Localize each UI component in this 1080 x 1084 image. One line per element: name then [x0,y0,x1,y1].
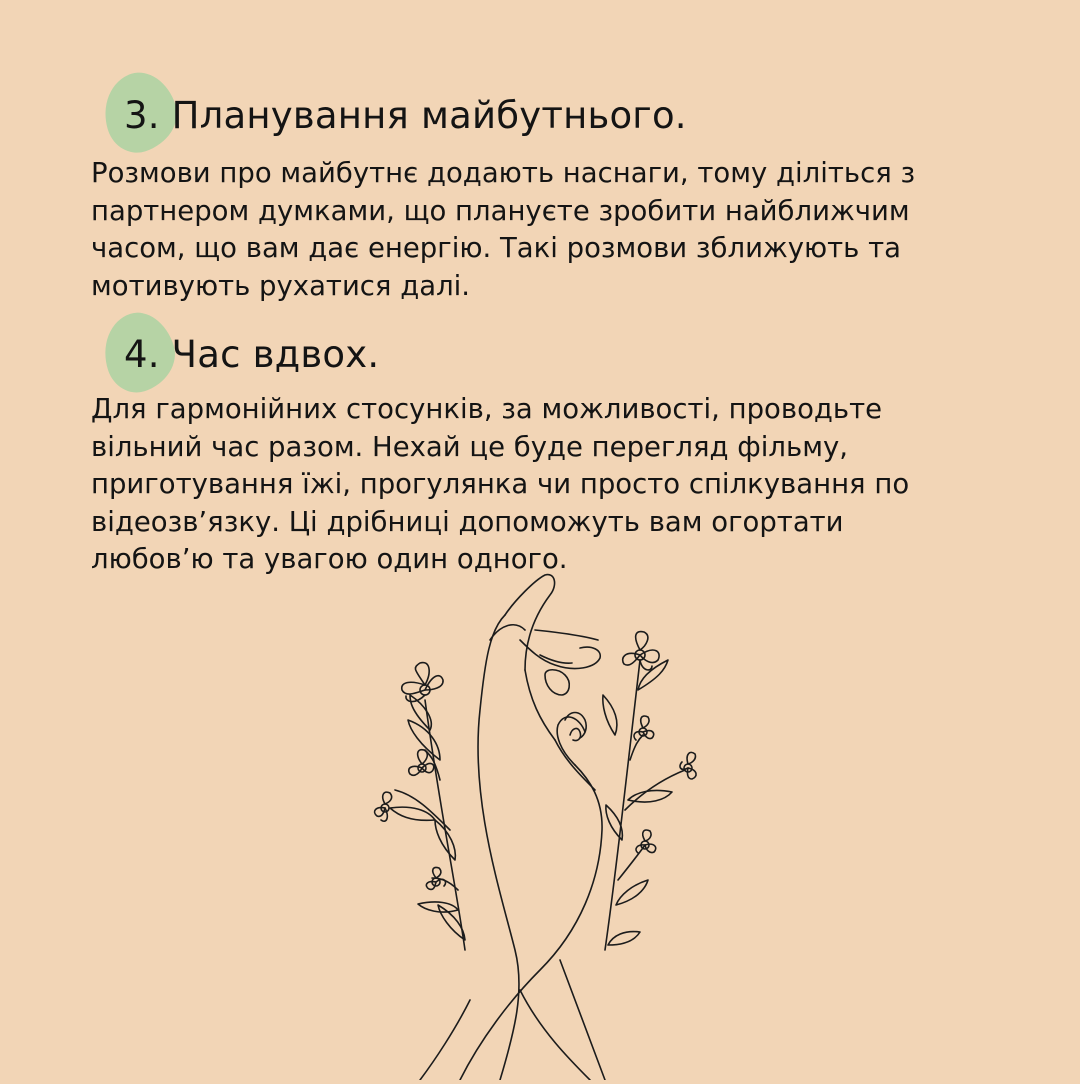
right-flower-top [623,632,659,670]
hands-with-flowers-icon [340,560,740,1080]
section-4-line-4: відеозв’язку. Ці дрібниці допоможуть вам огортати [91,505,844,538]
right-flower-side [680,752,696,779]
section-4-line-1: Для гармонійних стосунків, за можливості, проводьте [91,393,883,425]
section-3-line-3: часом, що вам дає енергію. Такі розмови зближують та [91,232,901,264]
section-3-line-4: мотивують рухатися далі. [91,269,471,302]
left-flower-top [402,663,443,702]
right-flower-mid [634,716,654,740]
section-3-line-1: Розмови про майбутнє додають наснаги, тому діліться з [91,157,916,189]
section-4-line-5: любов’ю та увагою один одного. [91,543,568,575]
right-flower-low [636,830,656,853]
left-flower-low [375,792,392,821]
section-4-heading: 4. Час вдвох. [124,333,380,376]
section-3-line-2: партнером думками, що плануєте зробити найближчим [91,194,910,227]
section-4-paragraph [91,391,971,579]
section-3-paragraph [91,155,971,305]
section-4-line-3: приготування їжі, прогулянка чи просто спілкування по [91,468,910,500]
section-4-line-2: вільний час разом. Нехай це буде перегляд фільму, [91,430,848,463]
left-flower-bottom [426,867,445,889]
left-flower-mid [409,750,434,776]
section-3-heading: 3. Планування майбутнього. [124,94,687,137]
